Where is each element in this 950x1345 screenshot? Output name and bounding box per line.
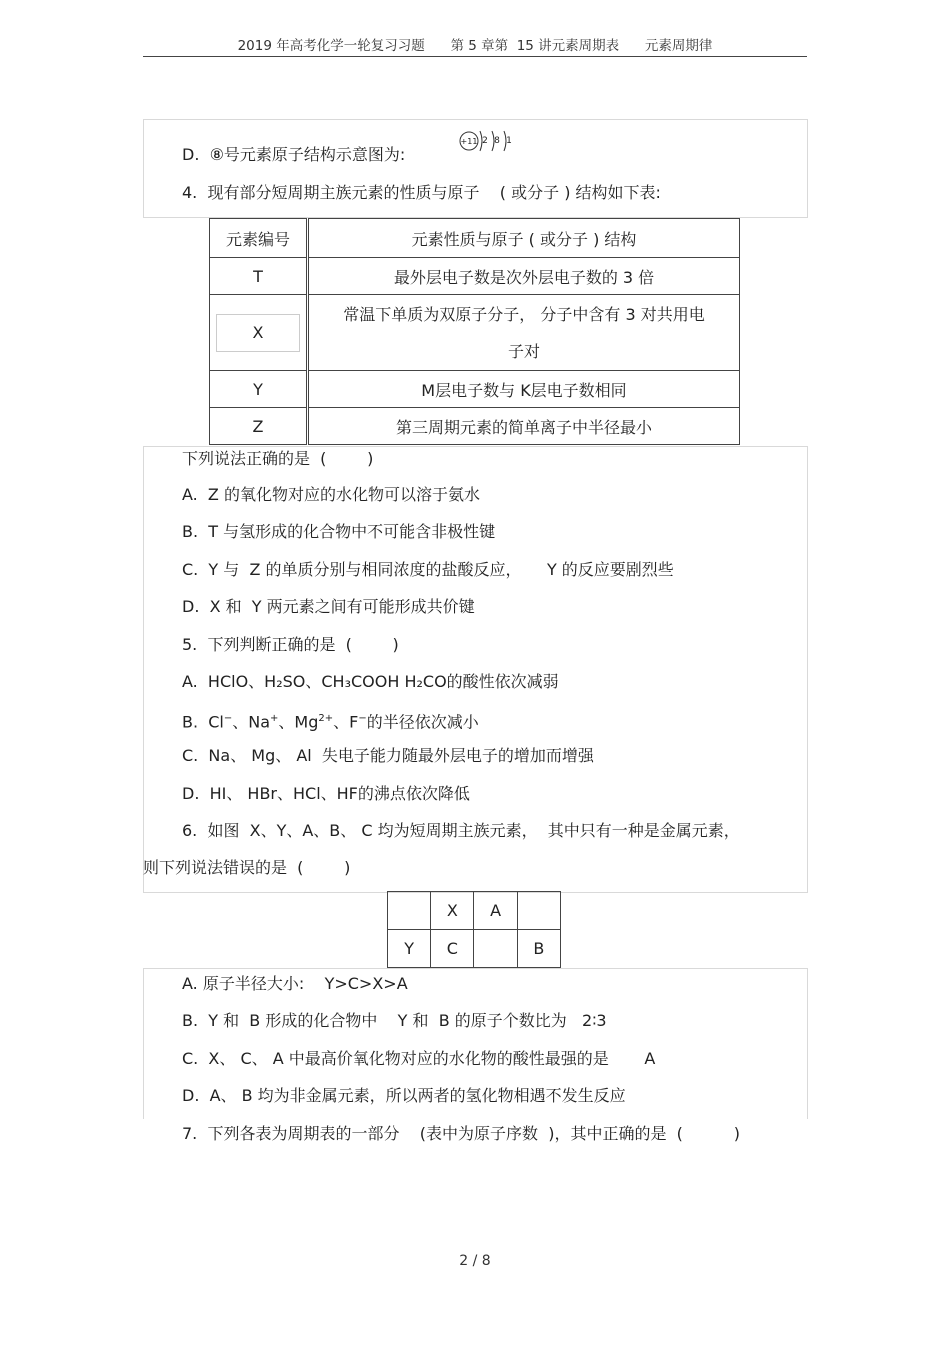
q4-option-c: C. Y 与 Z 的单质分别与相同浓度的盐酸反应， Y 的反应要剧烈些	[182, 560, 674, 579]
q5-b-suffix: 的半径依次减小	[366, 712, 479, 732]
table-cell-id: T	[210, 258, 308, 295]
q5-b-sup: −	[358, 713, 367, 724]
atom-shell-2: 8	[494, 136, 500, 146]
q7-stem: 7. 下列各表为周期表的一部分 (表中为原子序数 )，其中正确的是 ( )	[182, 1124, 740, 1143]
q5-b-text: 、F	[333, 712, 359, 732]
q6-stem-line1: 6. 如图 X、Y、A、B、 C 均为短周期主族元素， 其中只有一种是金属元素，	[182, 821, 740, 840]
table-cell-desc	[308, 295, 740, 371]
atom-shell-1: 2	[482, 136, 488, 146]
grid-cell: X	[431, 892, 474, 930]
q5-option-d: D. HI、 HBr、HCl、HF的沸点依次降低	[182, 784, 470, 803]
q5-option-a: A. HClO、H₂SO、CH₃COOH H₂CO的酸性依次减弱	[182, 672, 559, 691]
table-cell-desc-line: 子对	[507, 341, 540, 361]
q5-b-sup: 2+	[318, 713, 334, 724]
q5-option-c: C. Na、 Mg、 Al 失电子能力随最外层电子的增加而增强	[182, 746, 594, 765]
table-cell-desc: 第三周期元素的简单离子中半径最小	[308, 408, 740, 445]
table-cell-desc: M层电子数与 K层电子数相同	[308, 371, 740, 408]
table-cell-id	[210, 295, 308, 371]
table-cell-id: Z	[210, 408, 308, 445]
table-cell-id: Y	[210, 371, 308, 408]
q5-stem: 5. 下列判断正确的是 ( )	[182, 635, 399, 654]
q4-option-a: A. Z 的氧化物对应的水化物可以溶于氨水	[182, 485, 480, 504]
q5-b-sup: −	[223, 713, 233, 724]
grid-cell: C	[431, 930, 474, 968]
element-property-table	[209, 218, 740, 445]
grid-cell	[388, 892, 431, 930]
atom-shell-3: 1	[506, 136, 512, 146]
q6-option-c: C. X、 C、 A 中最高价氧化物对应的水化物的酸性最强的是 A	[182, 1049, 656, 1068]
atom-structure-diagram	[448, 119, 516, 163]
q5-b-text: 、Mg	[278, 712, 319, 732]
q4-ask: 下列说法正确的是 ( )	[182, 449, 374, 468]
grid-cell: B	[517, 930, 560, 968]
q5-b-text: 、Na	[232, 712, 271, 732]
q4-option-d: D. X 和 Y 两元素之间有可能形成共价键	[182, 597, 475, 616]
table-header-id: 元素编号	[210, 219, 308, 258]
page-header: 2019 年高考化学一轮复习习题 第 5 章第 15 讲元素周期表 元素周期律	[143, 36, 807, 57]
page-number: 2 / 8	[459, 1253, 491, 1269]
grid-cell	[517, 892, 560, 930]
q5-b-prefix: B. Cl	[182, 712, 224, 732]
q6-option-d: D. A、 B 均为非金属元素，所以两者的氢化物相遇不发生反应	[182, 1086, 626, 1105]
q6-stem-line2: 则下列说法错误的是 ( )	[143, 858, 351, 877]
q6-option-a: A. 原子半径大小: Y>C>X>A	[182, 974, 408, 993]
q4-option-b: B. T 与氢形成的化合物中不可能含非极性键	[182, 522, 496, 541]
table-cell-id-box: X	[216, 314, 300, 352]
q4-stem: 4. 现有部分短周期主族元素的性质与原子 ( 或分子 ) 结构如下表:	[182, 183, 661, 202]
table-header-desc: 元素性质与原子 ( 或分子 ) 结构	[308, 219, 740, 258]
q6-option-b: B. Y 和 B 形成的化合物中 Y 和 B 的原子个数比为 2∶3	[182, 1011, 607, 1030]
q5-b-sup: +	[270, 713, 279, 724]
q3-option-d: D. ⑧号元素原子结构示意图为:	[182, 145, 406, 164]
grid-cell: Y	[388, 930, 431, 968]
atom-nucleus: +11	[460, 137, 478, 146]
q5-option-b	[182, 708, 479, 733]
periodic-position-grid	[387, 891, 561, 968]
table-cell-desc-line: 常温下单质为双原子分子， 分子中含有 3 对共用电	[343, 304, 705, 324]
grid-cell	[474, 930, 517, 968]
grid-cell: A	[474, 892, 517, 930]
table-cell-desc: 最外层电子数是次外层电子数的 3 倍	[308, 258, 740, 295]
